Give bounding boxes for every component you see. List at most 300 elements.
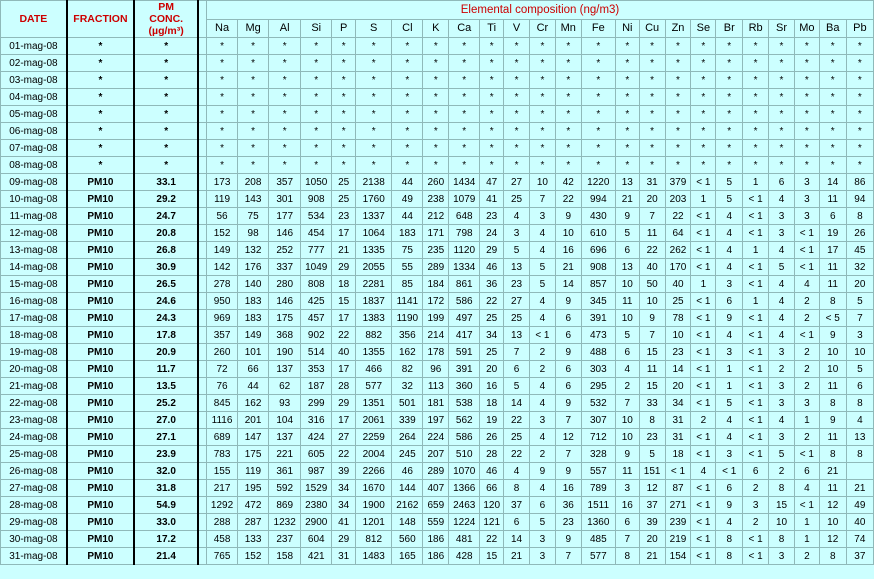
- value-cell-ca: 1334: [449, 259, 480, 276]
- value-cell-br: 3: [716, 344, 743, 361]
- value-cell-p: 21: [332, 242, 356, 259]
- value-cell-pb: *: [846, 123, 873, 140]
- value-cell-cr: 5: [529, 514, 555, 531]
- value-cell-mg: 140: [238, 276, 269, 293]
- value-cell-cl: 32: [392, 378, 423, 395]
- value-cell-cl: 148: [392, 514, 423, 531]
- value-cell-k: 113: [423, 378, 449, 395]
- value-cell-mg: 195: [238, 480, 269, 497]
- value-cell-ca: 1366: [449, 480, 480, 497]
- pm-header-line1: PM: [158, 1, 175, 13]
- value-cell-mo: 3: [794, 395, 819, 412]
- value-cell-pb: 7: [846, 310, 873, 327]
- value-cell-sr: 2: [769, 361, 795, 378]
- value-cell-cu: *: [639, 55, 665, 72]
- element-header-al: Al: [269, 20, 301, 38]
- value-cell-fe: 532: [581, 395, 615, 412]
- value-cell-cu: *: [639, 106, 665, 123]
- value-cell-al: 361: [269, 463, 301, 480]
- value-cell-mn: 16: [555, 242, 581, 259]
- pm-concentration-cell: 25.2: [134, 395, 198, 412]
- value-cell-mo: < 1: [794, 225, 819, 242]
- fraction-cell: PM10: [67, 225, 134, 242]
- fraction-cell: *: [67, 72, 134, 89]
- date-cell: 08-mag-08: [1, 157, 67, 174]
- value-cell-na: 288: [207, 514, 238, 531]
- value-cell-s: 1337: [356, 208, 392, 225]
- value-cell-fe: 696: [581, 242, 615, 259]
- value-cell-mn: 7: [555, 412, 581, 429]
- value-cell-k: *: [423, 89, 449, 106]
- value-cell-al: *: [269, 38, 301, 55]
- value-cell-al: 357: [269, 174, 301, 191]
- value-cell-p: 41: [332, 514, 356, 531]
- value-cell-se: *: [691, 157, 716, 174]
- value-cell-s: 1335: [356, 242, 392, 259]
- date-cell: 18-mag-08: [1, 327, 67, 344]
- value-cell-mo: < 1: [794, 497, 819, 514]
- value-cell-na: 149: [207, 242, 238, 259]
- value-cell-ca: 1079: [449, 191, 480, 208]
- value-cell-cr: 3: [529, 412, 555, 429]
- value-cell-ni: *: [615, 55, 639, 72]
- value-cell-ca: 391: [449, 361, 480, 378]
- value-cell-cr: *: [529, 123, 555, 140]
- value-cell-s: 1355: [356, 344, 392, 361]
- value-cell-sr: *: [769, 157, 795, 174]
- fraction-cell: PM10: [67, 446, 134, 463]
- value-cell-rb: < 1: [743, 446, 769, 463]
- value-cell-ba: 12: [819, 497, 846, 514]
- value-cell-al: 146: [269, 293, 301, 310]
- value-cell-pb: 13: [846, 429, 873, 446]
- value-cell-br: 1: [716, 361, 743, 378]
- value-cell-fe: 391: [581, 310, 615, 327]
- value-cell-fe: 577: [581, 548, 615, 565]
- value-cell-mn: *: [555, 55, 581, 72]
- value-cell-se: < 1: [691, 310, 716, 327]
- value-cell-sr: *: [769, 123, 795, 140]
- value-cell-v: *: [504, 89, 530, 106]
- value-cell-pb: 94: [846, 191, 873, 208]
- value-cell-si: 1529: [301, 480, 332, 497]
- value-cell-si: *: [301, 38, 332, 55]
- spacer-cell: [198, 157, 206, 174]
- value-cell-rb: < 1: [743, 412, 769, 429]
- value-cell-ti: 28: [480, 446, 504, 463]
- spacer-cell: [198, 463, 206, 480]
- spacer-cell: [198, 395, 206, 412]
- value-cell-na: 173: [207, 174, 238, 191]
- value-cell-k: 238: [423, 191, 449, 208]
- value-cell-na: 142: [207, 259, 238, 276]
- value-cell-ca: *: [449, 106, 480, 123]
- value-cell-si: 902: [301, 327, 332, 344]
- value-cell-k: 289: [423, 463, 449, 480]
- value-cell-zn: *: [665, 140, 691, 157]
- value-cell-k: 659: [423, 497, 449, 514]
- value-cell-mo: *: [794, 72, 819, 89]
- value-cell-na: 1116: [207, 412, 238, 429]
- value-cell-mn: 42: [555, 174, 581, 191]
- value-cell-na: *: [207, 140, 238, 157]
- value-cell-fe: 1511: [581, 497, 615, 514]
- value-cell-si: 808: [301, 276, 332, 293]
- value-cell-mg: 132: [238, 242, 269, 259]
- value-cell-v: 14: [504, 395, 530, 412]
- value-cell-si: *: [301, 106, 332, 123]
- value-cell-cu: 15: [639, 378, 665, 395]
- value-cell-mg: *: [238, 89, 269, 106]
- value-cell-zn: 10: [665, 327, 691, 344]
- value-cell-zn: 64: [665, 225, 691, 242]
- value-cell-se: *: [691, 140, 716, 157]
- value-cell-br: 4: [716, 208, 743, 225]
- value-cell-br: 5: [716, 191, 743, 208]
- value-cell-cr: 4: [529, 429, 555, 446]
- date-cell: 01-mag-08: [1, 38, 67, 55]
- value-cell-mg: 183: [238, 310, 269, 327]
- value-cell-mn: *: [555, 72, 581, 89]
- value-cell-br: *: [716, 140, 743, 157]
- value-cell-k: *: [423, 106, 449, 123]
- value-cell-ba: *: [819, 123, 846, 140]
- value-cell-cr: 6: [529, 497, 555, 514]
- value-cell-s: 1351: [356, 395, 392, 412]
- table-row: [1, 38, 874, 55]
- element-header-pb: Pb: [846, 20, 873, 38]
- value-cell-cu: 31: [639, 174, 665, 191]
- value-cell-ni: 5: [615, 327, 639, 344]
- table-row: [1, 225, 874, 242]
- value-cell-p: 28: [332, 378, 356, 395]
- value-cell-cu: *: [639, 89, 665, 106]
- value-cell-rb: < 1: [743, 429, 769, 446]
- value-cell-cr: *: [529, 140, 555, 157]
- table-row: [1, 242, 874, 259]
- value-cell-rb: < 1: [743, 191, 769, 208]
- value-cell-mg: *: [238, 55, 269, 72]
- value-cell-pb: 74: [846, 531, 873, 548]
- value-cell-se: *: [691, 55, 716, 72]
- value-cell-sr: 8: [769, 480, 795, 497]
- value-cell-ba: 8: [819, 395, 846, 412]
- value-cell-se: *: [691, 123, 716, 140]
- value-cell-si: 425: [301, 293, 332, 310]
- value-cell-zn: *: [665, 106, 691, 123]
- value-cell-fe: 1220: [581, 174, 615, 191]
- value-cell-si: 421: [301, 548, 332, 565]
- value-cell-mg: 208: [238, 174, 269, 191]
- value-cell-cr: *: [529, 55, 555, 72]
- value-cell-v: 22: [504, 446, 530, 463]
- value-cell-cr: 4: [529, 310, 555, 327]
- value-cell-mg: *: [238, 140, 269, 157]
- value-cell-v: 27: [504, 293, 530, 310]
- pm-concentration-cell: 54.9: [134, 497, 198, 514]
- value-cell-al: 1232: [269, 514, 301, 531]
- value-cell-pb: 20: [846, 276, 873, 293]
- spacer-cell: [198, 480, 206, 497]
- value-cell-cl: 1141: [392, 293, 423, 310]
- value-cell-se: 1: [691, 191, 716, 208]
- value-cell-p: *: [332, 106, 356, 123]
- value-cell-zn: 219: [665, 531, 691, 548]
- value-cell-ti: 47: [480, 174, 504, 191]
- date-cell: 20-mag-08: [1, 361, 67, 378]
- value-cell-al: 93: [269, 395, 301, 412]
- value-cell-ca: 861: [449, 276, 480, 293]
- value-cell-cr: 3: [529, 531, 555, 548]
- fraction-cell: PM10: [67, 395, 134, 412]
- spacer-cell: [198, 497, 206, 514]
- value-cell-cl: *: [392, 106, 423, 123]
- fraction-cell: PM10: [67, 344, 134, 361]
- pm-concentration-cell: *: [134, 157, 198, 174]
- value-cell-zn: 22: [665, 208, 691, 225]
- value-cell-mg: 101: [238, 344, 269, 361]
- spacer-cell: [198, 344, 206, 361]
- value-cell-sr: 3: [769, 395, 795, 412]
- value-cell-p: 34: [332, 480, 356, 497]
- value-cell-mo: *: [794, 106, 819, 123]
- value-cell-cu: 22: [639, 242, 665, 259]
- spacer-cell: [198, 531, 206, 548]
- value-cell-cu: 20: [639, 191, 665, 208]
- value-cell-pb: 8: [846, 446, 873, 463]
- value-cell-ti: 25: [480, 344, 504, 361]
- value-cell-na: 1292: [207, 497, 238, 514]
- value-cell-cr: *: [529, 89, 555, 106]
- value-cell-se: < 1: [691, 531, 716, 548]
- value-cell-ba: < 5: [819, 310, 846, 327]
- value-cell-cu: 15: [639, 344, 665, 361]
- value-cell-se: < 1: [691, 293, 716, 310]
- value-cell-k: 171: [423, 225, 449, 242]
- value-cell-p: 31: [332, 548, 356, 565]
- value-cell-cr: 3: [529, 548, 555, 565]
- value-cell-ca: 428: [449, 548, 480, 565]
- value-cell-k: *: [423, 123, 449, 140]
- value-cell-s: 2281: [356, 276, 392, 293]
- value-cell-mo: *: [794, 38, 819, 55]
- value-cell-cr: 4: [529, 480, 555, 497]
- value-cell-cl: 356: [392, 327, 423, 344]
- table-row: [1, 548, 874, 565]
- value-cell-cl: 75: [392, 242, 423, 259]
- date-cell: 10-mag-08: [1, 191, 67, 208]
- value-cell-v: 13: [504, 259, 530, 276]
- value-cell-br: *: [716, 38, 743, 55]
- value-cell-zn: 262: [665, 242, 691, 259]
- table-row: [1, 378, 874, 395]
- value-cell-br: *: [716, 72, 743, 89]
- value-cell-si: 457: [301, 310, 332, 327]
- value-cell-pb: [846, 463, 873, 480]
- date-cell: 29-mag-08: [1, 514, 67, 531]
- value-cell-fe: 488: [581, 344, 615, 361]
- value-cell-s: *: [356, 140, 392, 157]
- element-header-k: K: [423, 20, 449, 38]
- fraction-cell: *: [67, 38, 134, 55]
- value-cell-fe: *: [581, 140, 615, 157]
- value-cell-ti: 19: [480, 412, 504, 429]
- value-cell-al: 869: [269, 497, 301, 514]
- value-cell-sr: 4: [769, 293, 795, 310]
- value-cell-ni: 10: [615, 276, 639, 293]
- value-cell-se: < 1: [691, 446, 716, 463]
- value-cell-mg: 66: [238, 361, 269, 378]
- date-cell: 28-mag-08: [1, 497, 67, 514]
- value-cell-cl: 46: [392, 463, 423, 480]
- value-cell-pb: 3: [846, 327, 873, 344]
- fraction-cell: PM10: [67, 191, 134, 208]
- value-cell-ti: 22: [480, 531, 504, 548]
- value-cell-si: 424: [301, 429, 332, 446]
- element-header-cr: Cr: [529, 20, 555, 38]
- value-cell-na: *: [207, 157, 238, 174]
- value-cell-pb: 32: [846, 259, 873, 276]
- value-cell-fe: *: [581, 55, 615, 72]
- spacer-header: [198, 1, 206, 38]
- value-cell-v: 6: [504, 514, 530, 531]
- value-cell-ba: *: [819, 38, 846, 55]
- value-cell-si: 1050: [301, 174, 332, 191]
- value-cell-al: *: [269, 72, 301, 89]
- value-cell-rb: 3: [743, 497, 769, 514]
- fraction-cell: PM10: [67, 259, 134, 276]
- value-cell-si: 1049: [301, 259, 332, 276]
- value-cell-rb: < 1: [743, 225, 769, 242]
- value-cell-v: 22: [504, 412, 530, 429]
- value-cell-cl: 44: [392, 208, 423, 225]
- value-cell-na: 458: [207, 531, 238, 548]
- spacer-cell: [198, 361, 206, 378]
- value-cell-zn: 31: [665, 412, 691, 429]
- value-cell-si: 987: [301, 463, 332, 480]
- value-cell-ti: *: [480, 123, 504, 140]
- value-cell-sr: 15: [769, 497, 795, 514]
- value-cell-cl: *: [392, 89, 423, 106]
- value-cell-pb: 5: [846, 361, 873, 378]
- table-row: [1, 157, 874, 174]
- value-cell-mo: 2: [794, 548, 819, 565]
- table-row: [1, 395, 874, 412]
- element-header-se: Se: [691, 20, 716, 38]
- value-cell-mn: *: [555, 157, 581, 174]
- value-cell-sr: *: [769, 140, 795, 157]
- value-cell-se: < 1: [691, 378, 716, 395]
- pm-concentration-cell: 13.5: [134, 378, 198, 395]
- value-cell-pb: *: [846, 89, 873, 106]
- date-cell: 27-mag-08: [1, 480, 67, 497]
- element-header-zn: Zn: [665, 20, 691, 38]
- value-cell-pb: 45: [846, 242, 873, 259]
- value-cell-br: < 1: [716, 463, 743, 480]
- value-cell-fe: 307: [581, 412, 615, 429]
- date-header: DATE: [1, 1, 67, 38]
- value-cell-s: 1064: [356, 225, 392, 242]
- value-cell-v: 25: [504, 310, 530, 327]
- value-cell-k: 289: [423, 259, 449, 276]
- value-cell-na: 357: [207, 327, 238, 344]
- value-cell-ni: *: [615, 38, 639, 55]
- value-cell-cu: 7: [639, 327, 665, 344]
- value-cell-s: 812: [356, 531, 392, 548]
- value-cell-mo: < 1: [794, 327, 819, 344]
- spacer-cell: [198, 123, 206, 140]
- value-cell-s: 1760: [356, 191, 392, 208]
- value-cell-ni: 2: [615, 378, 639, 395]
- value-cell-sr: *: [769, 72, 795, 89]
- value-cell-ti: 15: [480, 548, 504, 565]
- value-cell-si: *: [301, 55, 332, 72]
- value-cell-se: 1: [691, 276, 716, 293]
- value-cell-mo: 2: [794, 378, 819, 395]
- table-row: [1, 361, 874, 378]
- value-cell-p: *: [332, 140, 356, 157]
- value-cell-cr: 2: [529, 361, 555, 378]
- value-cell-ca: *: [449, 123, 480, 140]
- value-cell-mg: 143: [238, 191, 269, 208]
- value-cell-rb: < 1: [743, 395, 769, 412]
- value-cell-mn: 9: [555, 531, 581, 548]
- value-cell-rb: 1: [743, 293, 769, 310]
- value-cell-pb: 5: [846, 293, 873, 310]
- value-cell-ti: *: [480, 38, 504, 55]
- spacer-cell: [198, 310, 206, 327]
- value-cell-v: 8: [504, 480, 530, 497]
- value-cell-se: < 1: [691, 259, 716, 276]
- value-cell-cu: 7: [639, 208, 665, 225]
- date-cell: 25-mag-08: [1, 446, 67, 463]
- value-cell-pb: 26: [846, 225, 873, 242]
- value-cell-rb: *: [743, 72, 769, 89]
- value-cell-fe: 485: [581, 531, 615, 548]
- value-cell-fe: 857: [581, 276, 615, 293]
- fraction-cell: PM10: [67, 548, 134, 565]
- value-cell-ca: *: [449, 89, 480, 106]
- value-cell-ni: *: [615, 140, 639, 157]
- value-cell-fe: 328: [581, 446, 615, 463]
- value-cell-si: 353: [301, 361, 332, 378]
- value-cell-rb: *: [743, 157, 769, 174]
- spacer-cell: [198, 225, 206, 242]
- value-cell-fe: 789: [581, 480, 615, 497]
- value-cell-v: 6: [504, 361, 530, 378]
- spacer-cell: [198, 276, 206, 293]
- value-cell-k: 559: [423, 514, 449, 531]
- value-cell-rb: < 1: [743, 208, 769, 225]
- value-cell-ba: 11: [819, 378, 846, 395]
- value-cell-cr: 2: [529, 446, 555, 463]
- value-cell-k: 186: [423, 548, 449, 565]
- value-cell-rb: 2: [743, 514, 769, 531]
- value-cell-mo: 2: [794, 429, 819, 446]
- pm-concentration-cell: *: [134, 72, 198, 89]
- pm-concentration-cell: 27.1: [134, 429, 198, 446]
- value-cell-ti: *: [480, 106, 504, 123]
- value-cell-ti: 24: [480, 225, 504, 242]
- table-row: [1, 72, 874, 89]
- value-cell-p: *: [332, 55, 356, 72]
- value-cell-ni: 16: [615, 497, 639, 514]
- value-cell-se: 2: [691, 412, 716, 429]
- table-row: [1, 497, 874, 514]
- value-cell-na: *: [207, 55, 238, 72]
- value-cell-mn: 9: [555, 463, 581, 480]
- value-cell-al: 104: [269, 412, 301, 429]
